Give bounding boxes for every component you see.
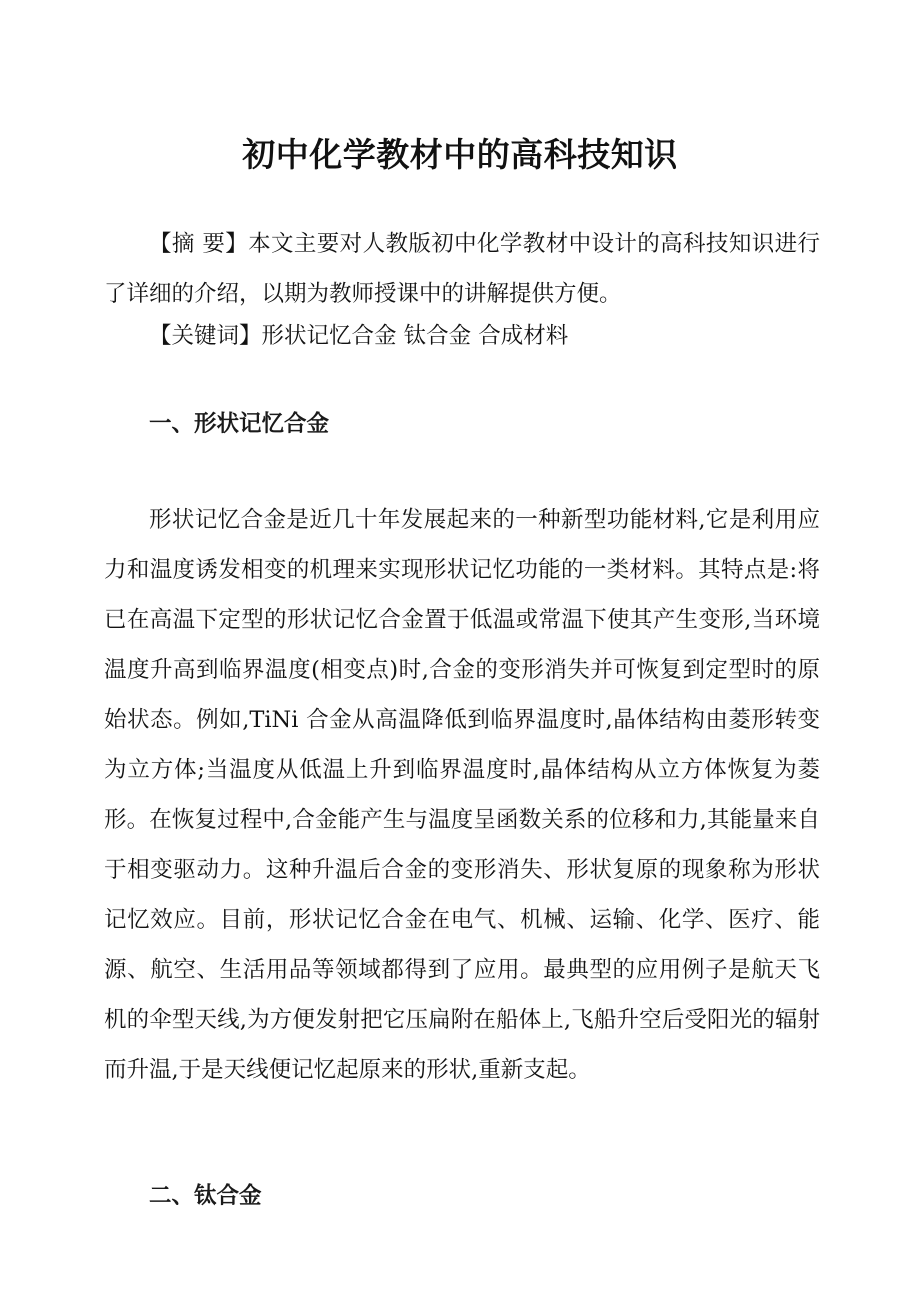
section-one-body: 形状记忆合金是近几十年发展起来的一种新型功能材料,它是利用应力和温度诱发相变的机理来实现形状记忆功能的一类材料。其特点是:将已在高温下定型的形状记忆合金置于低温或常温下使其产生变形,当环境温度升高到临界温度(相变点)时,合金的变形消失并可恢复到定型时的原始状态。例如,TiNi 合金从高温降低到临界温度时,晶体结构由菱形转变为立方体;当温度从低温上升到临界温度时,晶体结构从立方体恢复为菱形。在恢复过程中,合金能产生与温度呈函数关系的位移和力,其能量来自于相变驱动力。这种升温后合金的变形消失、形状复原的现象称为形状记忆效应。目前，形状记忆合金在电气、机械、运输、化学、医疗、能源、航空、生活用品等领域都得到了应用。最典型的应用例子是航天飞机的伞型天线,为方便发射把它压扁附在船体上,飞船升空后受阳光的辐射而升温,于是天线便记忆起原来的形状,重新支起。 <box>104 506 820 1083</box>
abstract-paragraph: 【摘 要】本文主要对人教版初中化学教材中设计的高科技知识进行了详细的介绍，以期为教师授课中的讲解提供方便。 <box>104 230 820 307</box>
page-title: 初中化学教材中的高科技知识 <box>242 135 678 175</box>
keywords-line: 【关键词】形状记忆合金 钛合金 合成材料 <box>149 322 569 349</box>
section-heading-one: 一、形状记忆合金 <box>149 410 330 437</box>
section-heading-two: 二、钛合金 <box>149 1182 262 1209</box>
